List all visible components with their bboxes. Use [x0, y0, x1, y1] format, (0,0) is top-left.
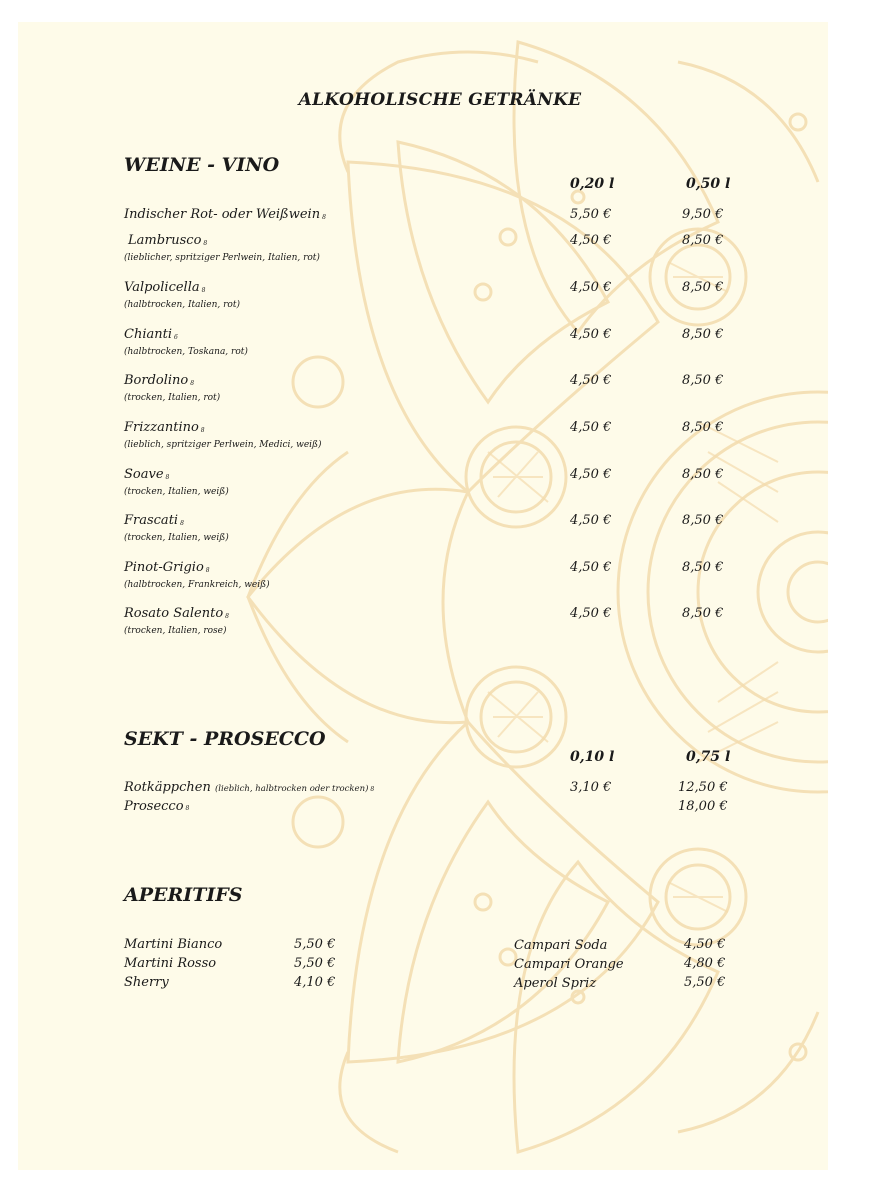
wine-item	[124, 420, 744, 456]
wine-item	[124, 606, 744, 642]
wine-price-small: 4,50 €	[570, 513, 612, 528]
wine-item	[124, 280, 744, 316]
aperitif-price: 5,50 €	[684, 975, 726, 990]
wine-price-small: 4,50 €	[570, 420, 612, 435]
wine-price-small: 4,50 €	[570, 233, 612, 248]
wine-price-small: 4,50 €	[570, 467, 612, 482]
sekt-item	[124, 780, 744, 798]
wine-price-small: 5,50 €	[570, 207, 612, 222]
aperitif-name: Sherry	[124, 975, 169, 990]
wine-price-small: 4,50 €	[570, 373, 612, 388]
wine-price-large: 8,50 €	[682, 513, 724, 528]
aperitif-name: Martini Bianco	[124, 937, 223, 952]
wine-name: Frascati $^8$	[124, 513, 184, 528]
aperitif-price: 5,50 €	[294, 937, 336, 952]
wine-description: (halbtrocken, Frankreich, weiß)	[124, 580, 270, 590]
wine-price-large: 8,50 €	[682, 233, 724, 248]
wine-description: (trocken, Italien, rose)	[124, 626, 227, 636]
wine-name: Rosato Salento $^8$	[124, 606, 229, 621]
wine-name: Chianti $^6$	[124, 327, 178, 342]
wine-item	[124, 233, 744, 269]
wine-description: (trocken, Italien, rot)	[124, 393, 221, 403]
wine-name: Soave $^8$	[124, 467, 170, 482]
wine-price-large: 8,50 €	[682, 420, 724, 435]
wine-size-header-1: 0,20 l	[570, 176, 615, 192]
wine-name: Bordolino $^8$	[124, 373, 195, 388]
wine-heading: WEINE - VINO	[124, 154, 280, 176]
aperitif-name: Campari Orange	[514, 957, 624, 972]
wine-description: (trocken, Italien, weiß)	[124, 487, 229, 497]
aperitif-name: Martini Rosso	[124, 956, 217, 971]
wine-name: Lambrusco $^8$	[128, 233, 208, 248]
wine-item	[124, 513, 744, 549]
sekt-price-large: 12,50 €	[678, 780, 728, 795]
sekt-price-small: 3,10 €	[570, 780, 612, 795]
wine-description: (lieblich, spritziger Perlwein, Medici, weiß)	[124, 440, 322, 450]
wine-price-large: 8,50 €	[682, 467, 724, 482]
wine-price-large: 8,50 €	[682, 606, 724, 621]
wine-description: (lieblicher, spritziger Perlwein, Italien, rot)	[124, 253, 320, 263]
wine-item	[124, 560, 744, 596]
aperitifs-heading: APERITIFS	[124, 884, 243, 906]
sekt-name: Prosecco 8	[124, 799, 190, 814]
aperitif-name: Aperol Spriz	[514, 976, 597, 991]
aperitif-price: 4,80 €	[684, 956, 726, 971]
sekt-heading: SEKT - PROSECCO	[124, 728, 326, 750]
wine-price-large: 8,50 €	[682, 560, 724, 575]
aperitif-price: 5,50 €	[294, 956, 336, 971]
menu-page	[18, 22, 828, 1170]
sekt-size-header-2: 0,75 l	[686, 749, 731, 765]
wine-price-small: 4,50 €	[570, 280, 612, 295]
wine-item	[124, 467, 744, 503]
wine-price-large: 9,50 €	[682, 207, 724, 222]
sekt-size-header-1: 0,10 l	[570, 749, 615, 765]
aperitif-price: 4,10 €	[294, 975, 336, 990]
wine-price-large: 8,50 €	[682, 373, 724, 388]
wine-size-header-2: 0,50 l	[686, 176, 731, 192]
wine-description: (trocken, Italien, weiß)	[124, 533, 229, 543]
wine-description: (halbtrocken, Italien, rot)	[124, 300, 240, 310]
wine-price-small: 4,50 €	[570, 560, 612, 575]
wine-description: (halbtrocken, Toskana, rot)	[124, 347, 248, 357]
sekt-item	[124, 799, 744, 817]
sekt-price-large: 18,00 €	[678, 799, 728, 814]
wine-price-large: 8,50 €	[682, 280, 724, 295]
aperitif-name: Campari Soda	[514, 938, 608, 953]
wine-price-large: 8,50 €	[682, 327, 724, 342]
wine-price-small: 4,50 €	[570, 327, 612, 342]
wine-name: Frizzantino $^8$	[124, 420, 205, 435]
sekt-name: Rotkäppchen (lieblich, halbtrocken oder trocken) 8	[124, 780, 375, 795]
wine-name: Indischer Rot- oder Weißwein $^8$	[124, 207, 326, 222]
wine-name: Pinot-Grigio $^8$	[124, 560, 210, 575]
aperitif-price: 4,50 €	[684, 937, 726, 952]
page-title: ALKOHOLISCHE GETRÄNKE	[298, 90, 582, 110]
menu-content	[18, 22, 828, 1170]
wine-item	[124, 327, 744, 363]
wine-item	[124, 373, 744, 409]
wine-name: Valpolicella $^8$	[124, 280, 206, 295]
wine-price-small: 4,50 €	[570, 606, 612, 621]
